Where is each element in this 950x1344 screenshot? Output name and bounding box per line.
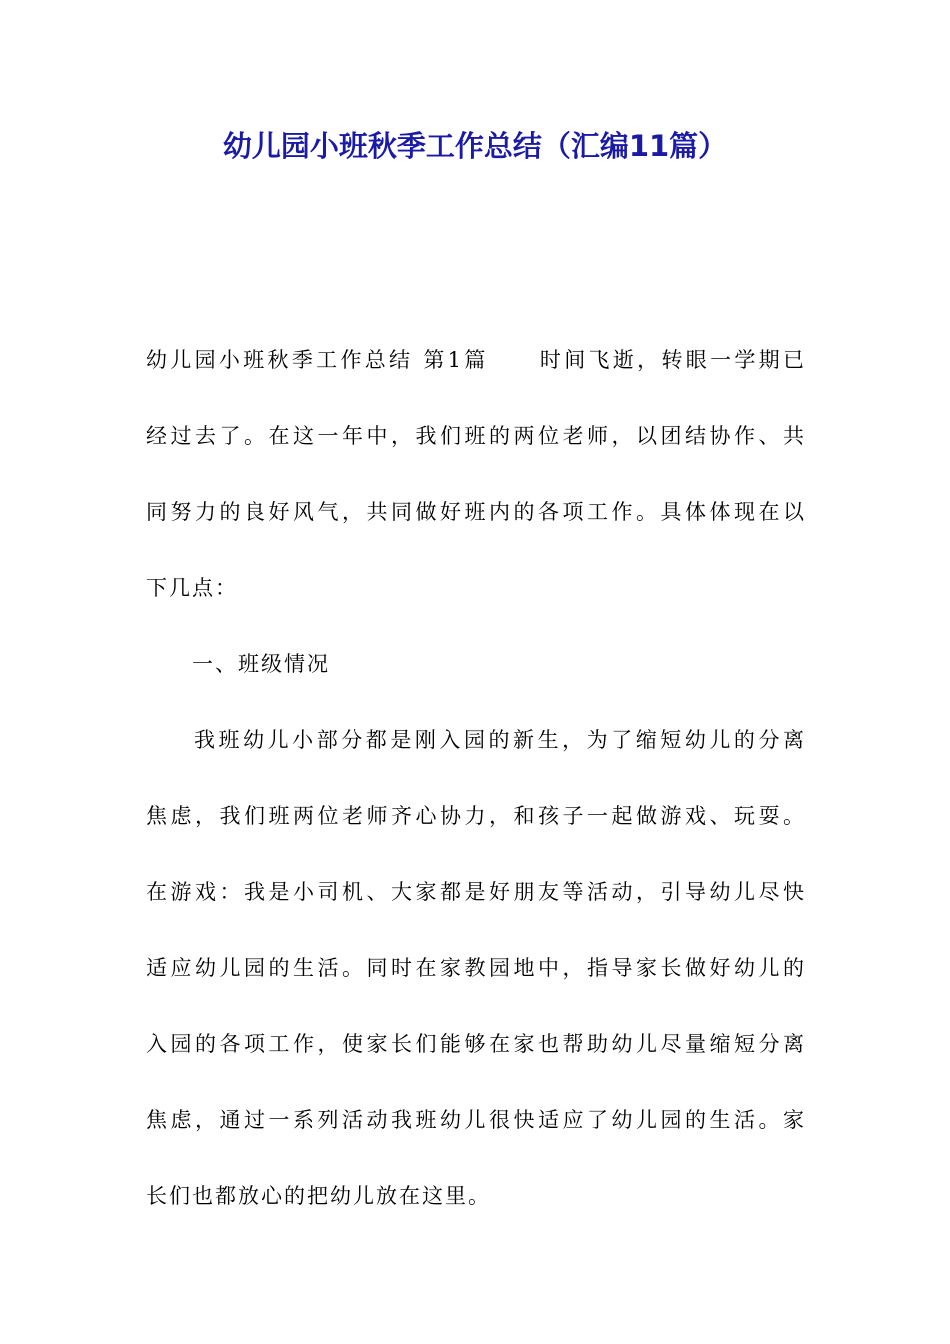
section-heading: 一、班级情况 (192, 652, 330, 676)
paragraph-line: 焦虑，我们班两位老师齐心协力，和孩子一起做游戏、玩耍。 (146, 804, 806, 828)
paragraph-line: 长们也都放心的把幼儿放在这里。 (146, 1184, 491, 1208)
document-body (146, 322, 806, 1234)
paragraph-line: 适应幼儿园的生活。同时在家教园地中，指导家长做好幼儿的 (146, 956, 806, 980)
intro-first-line (146, 322, 806, 398)
paragraph-line: 焦虑，通过一系列活动我班幼儿很快适应了幼儿园的生活。家 (146, 1108, 806, 1132)
intro-line: 经过去了。在这一年中，我们班的两位老师，以团结协作、共 (146, 424, 806, 448)
intro-first-line-text: 时间飞逝，转眼一学期已 (538, 348, 806, 372)
paragraph-line: 在游戏：我是小司机、大家都是好朋友等活动，引导幼儿尽快 (146, 880, 806, 904)
intro-line: 下几点： (146, 576, 238, 600)
document-title: 幼儿园小班秋季工作总结（汇编11篇） (222, 129, 728, 163)
paragraph-line: 我班幼儿小部分都是刚入园的新生，为了缩短幼儿的分离 (194, 728, 806, 752)
intro-line: 同努力的良好风气，共同做好班内的各项工作。具体体现在以 (146, 500, 806, 524)
paragraph-line: 入园的各项工作，使家长们能够在家也帮助幼儿尽量缩短分离 (146, 1032, 806, 1056)
intro-label: 幼儿园小班秋季工作总结 第1篇 (146, 348, 489, 372)
